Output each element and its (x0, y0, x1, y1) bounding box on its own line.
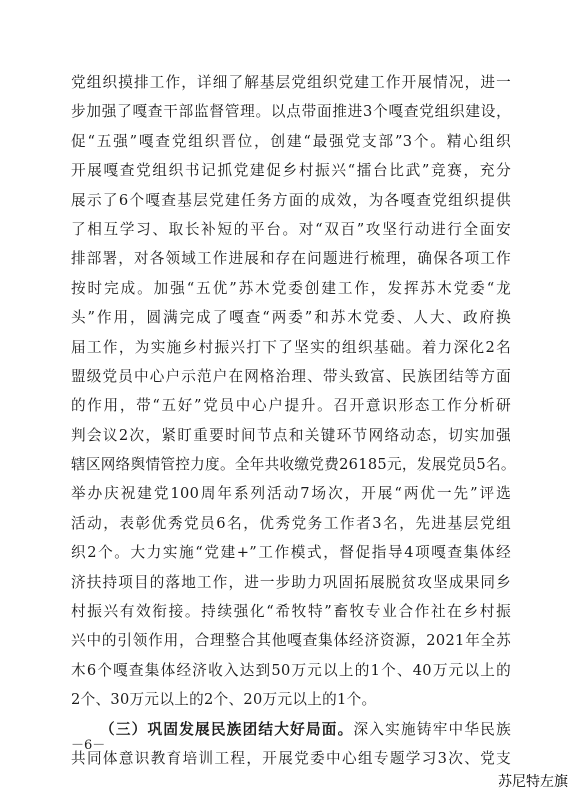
text-line: 木6个嘎查集体经济收入达到50万元以上的1个、40万元以上的 (71, 661, 511, 679)
text-line: 村振兴有效衔接。持续强化“希牧特”畜牧专业合作社在乡村振 (71, 603, 511, 621)
text-line: 共同体意识教育培训工程，开展党委中心组专题学习3次、党支 (71, 749, 511, 767)
text-line: 排部署，对各领域工作进展和存在问题进行梳理，确保各项工作 (71, 250, 511, 268)
text-line: 判会议2次，紧盯重要时间节点和关键环节网络动态，切实加强 (71, 426, 511, 444)
text-line: 兴中的引领作用，合理整合其他嘎查集体经济资源，2021年全苏 (71, 632, 511, 650)
text-line: 济扶持项目的落地工作，进一步助力巩固拓展脱贫攻坚成果同乡 (71, 573, 511, 591)
text-line: 盟级党员中心户示范户在网格治理、带头致富、民族团结等方面 (71, 367, 511, 385)
text-line: 头”作用，圆满完成了嘎查“两委”和苏木党委、人大、政府换 (71, 309, 511, 327)
text-line: 的作用，带“五好”党员中心户提升。召开意识形态工作分析研 (71, 397, 511, 415)
text-line: 届工作，为实施乡村振兴打下了坚实的组织基础。着力深化2名 (71, 338, 511, 356)
text-line: 2个、30万元以上的2个、20万元以上的1个。 (71, 691, 377, 709)
page-number: －6－ (71, 738, 106, 753)
text-line: 按时完成。加强“五优”苏木党委创建工作，发挥苏木党委“龙 (71, 279, 511, 297)
watermark-label: 苏尼特左旗 (498, 774, 568, 790)
text-line: 活动，表彰优秀党员6名，优秀党务工作者3名，先进基层党组 (71, 514, 511, 532)
section-first-line (71, 715, 511, 744)
text-line: 展示了6个嘎查基层党建任务方面的成效，为各嘎查党组织提供 (71, 191, 511, 209)
paragraph (71, 68, 516, 715)
text-line: 织2个。大力实施“党建+”工作模式，督促指导4项嘎查集体经 (71, 544, 511, 562)
section-three (71, 715, 511, 774)
text-line: 辖区网络舆情管控力度。全年共收缴党费26185元，发展党员5名。 (71, 456, 516, 474)
section-heading: （三）巩固发展民族团结大好局面。 (100, 720, 354, 738)
text-line: 开展嘎查党组织书记抓党建促乡村振兴“擂台比武”竞赛，充分 (71, 162, 511, 180)
text-line: 步加强了嘎查干部监督管理。以点带面推进3个嘎查党组织建设， (71, 103, 511, 121)
text-line: 党组织摸排工作，详细了解基层党组织党建工作开展情况，进一 (71, 74, 511, 91)
section-text: 深入实施铸牢中华民族 (353, 720, 511, 738)
text-line: 了相互学习、取长补短的平台。对“双百”攻坚行动进行全面安 (71, 220, 511, 238)
text-line: 举办庆祝建党100周年系列活动7场次，开展“两优一先”评选 (71, 485, 511, 503)
document-body (71, 68, 516, 773)
text-line: 促“五强”嘎查党组织晋位，创建“最强党支部”3个。精心组织 (71, 132, 511, 150)
